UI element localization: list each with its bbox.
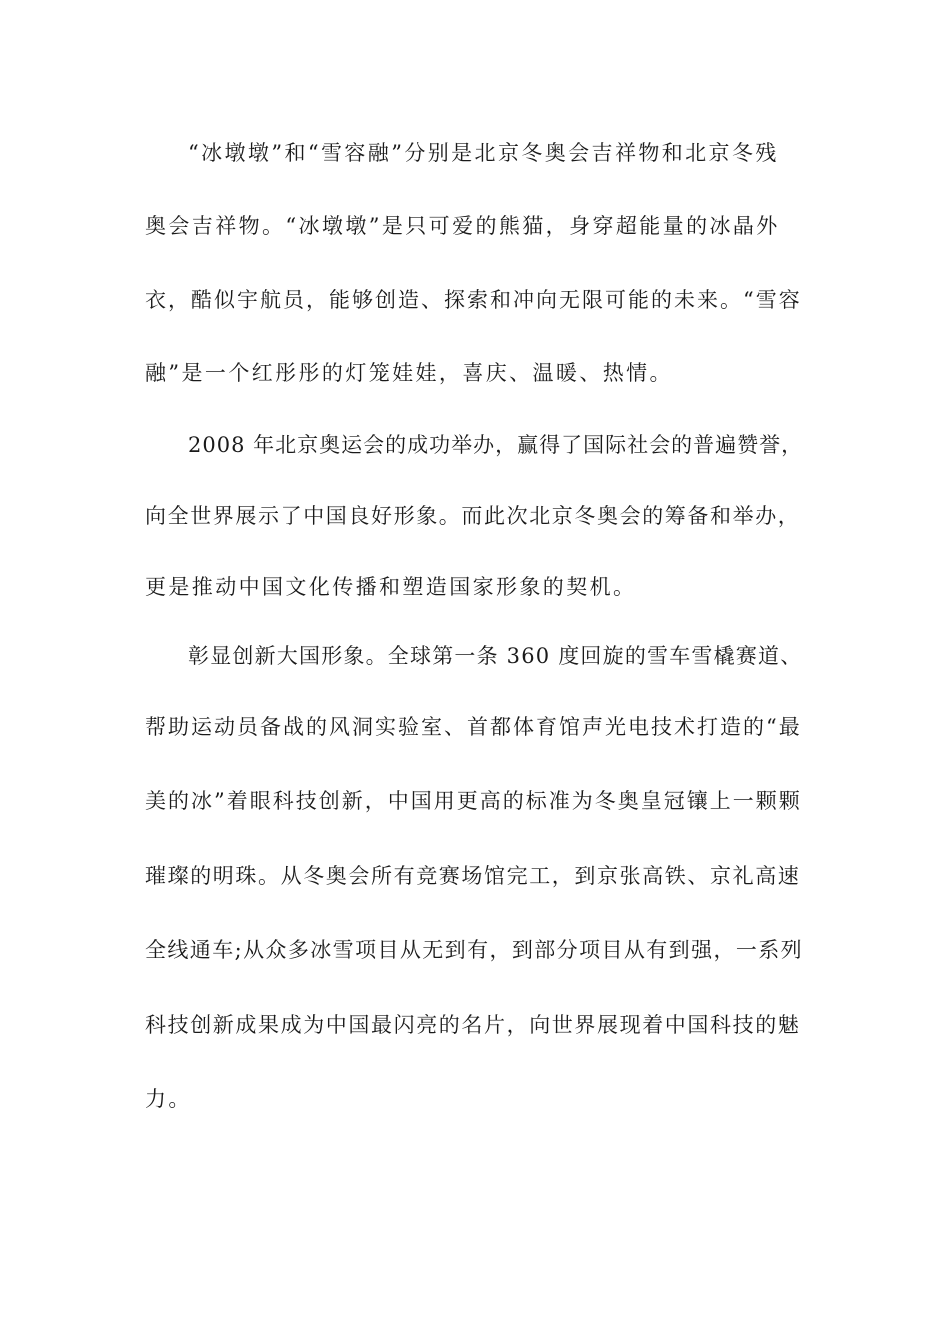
text-line: 奥会吉祥物。“冰墩墩”是只可爱的熊猫，身穿超能量的冰晶外 xyxy=(145,214,780,238)
text-line: 帮助运动员备战的风洞实验室、首都体育馆声光电技术打造的“最 xyxy=(145,715,802,739)
text-line: 力。 xyxy=(145,1087,192,1111)
text-line: 科技创新成果成为中国最闪亮的名片，向世界展现着中国科技的魅 xyxy=(145,1013,801,1037)
text-line: 衣，酷似宇航员，能够创造、探索和冲向无限可能的未来。“雪容 xyxy=(145,288,802,312)
text-line: 璀璨的明珠。从冬奥会所有竞赛场馆完工，到京张高铁、京礼高速 xyxy=(145,864,801,888)
text-line: 美的冰”着眼科技创新，中国用更高的标准为冬奥皇冠镶上一颗颗 xyxy=(145,789,802,813)
text-line: 向全世界展示了中国良好形象。而此次北京冬奥会的筹备和举办， xyxy=(145,504,801,528)
text-line: “冰墩墩”和“雪容融”分别是北京冬奥会吉祥物和北京冬残 xyxy=(188,141,779,165)
text-line: 彰显创新大国形象。全球第一条 360 度回旋的雪车雪橇赛道、 xyxy=(188,644,803,668)
text-line: 更是推动中国文化传播和塑造国家形象的契机。 xyxy=(145,575,637,599)
text-line: 2008 年北京奥运会的成功举办，赢得了国际社会的普遍赞誉， xyxy=(188,433,804,457)
text-line: 融”是一个红彤彤的灯笼娃娃，喜庆、温暖、热情。 xyxy=(145,361,673,385)
text-line: 全线通车;从众多冰雪项目从无到有，到部分项目从有到强，一系列 xyxy=(145,938,804,962)
